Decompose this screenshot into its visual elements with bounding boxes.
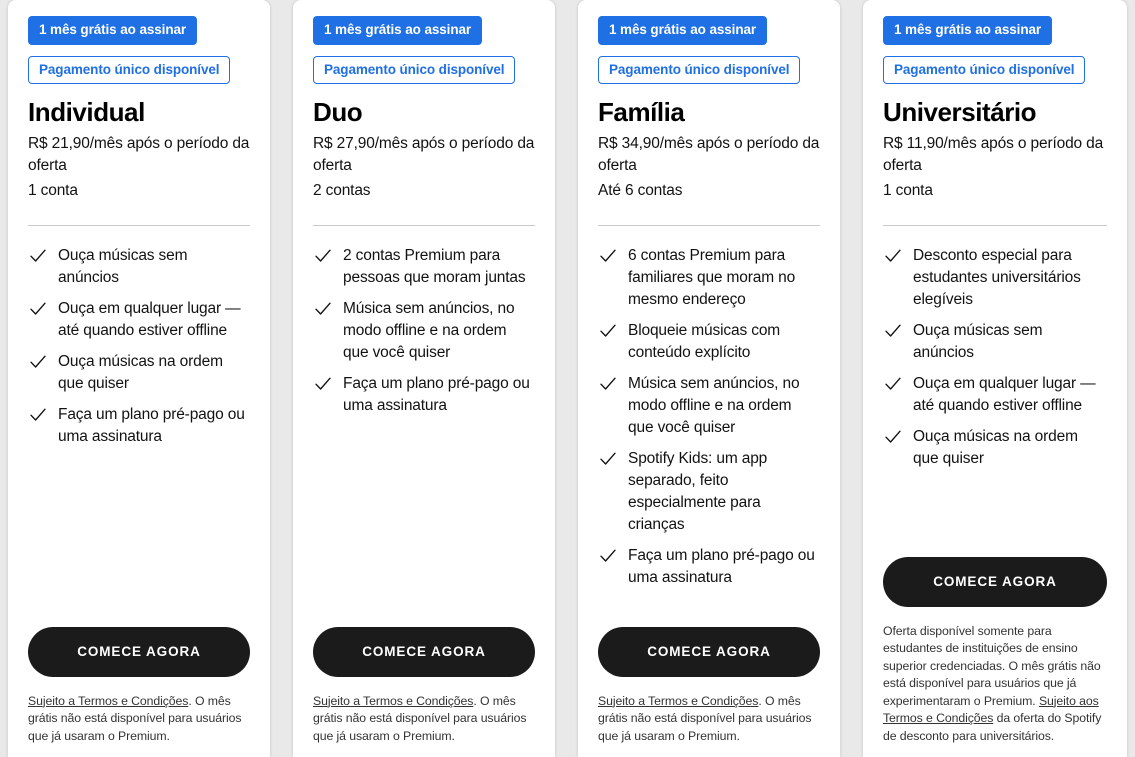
feature-label: Ouça em qualquer lugar — até quando estiver offline <box>913 375 1096 415</box>
plan-card-universitario[interactable] <box>863 0 1127 757</box>
divider <box>28 225 250 226</box>
plan-price: R$ 11,90/mês após o período da oferta <box>883 135 1104 175</box>
legal-rest: . O mês grátis não está disponível para usuários que já usaram o Premium. <box>313 693 527 743</box>
check-icon <box>313 246 333 268</box>
legal-text <box>598 693 820 757</box>
plan-price: R$ 27,90/mês após o período da oferta <box>313 135 535 175</box>
divider <box>313 225 535 226</box>
plan-title: Família <box>598 97 685 127</box>
start-now-button[interactable]: COMECE AGORA <box>313 627 535 677</box>
terms-link[interactable]: Sujeito a Termos e Condições <box>598 693 759 708</box>
feature-label: Faça um plano pré-pago ou uma assinatura <box>58 406 245 446</box>
legal-text <box>28 693 250 757</box>
check-icon <box>598 449 618 471</box>
legal-rest: . O mês grátis não está disponível para usuários que já usaram o Premium. <box>28 693 242 743</box>
badge-free-month: 1 mês grátis ao assinar <box>598 16 767 45</box>
feature-item <box>598 545 820 589</box>
feature-item <box>598 320 820 364</box>
feature-label: Ouça em qualquer lugar — até quando estiver offline <box>58 300 241 340</box>
feature-item <box>313 373 535 417</box>
feature-item <box>28 298 250 342</box>
plan-accounts: 1 conta <box>28 182 78 200</box>
badge-single-payment: Pagamento único disponível <box>598 56 800 85</box>
feature-label: Ouça músicas sem anúncios <box>58 247 188 287</box>
plan-feature-list <box>598 245 820 598</box>
legal-text <box>883 623 1107 757</box>
feature-label: Desconto especial para estudantes universitários elegíveis <box>913 247 1081 309</box>
check-icon <box>883 374 903 396</box>
plan-price: R$ 21,90/mês após o período da oferta <box>28 135 250 175</box>
plan-accounts: 1 conta <box>883 182 933 200</box>
plan-card-familia[interactable] <box>578 0 840 757</box>
legal-pre: Oferta disponível somente para estudantes de instituições de ensino superior credenciadas. O mês grátis não está disponível para usuários que já experimentaram o Premium. <box>883 623 1101 708</box>
check-icon <box>598 546 618 568</box>
check-icon <box>313 299 333 321</box>
plan-title: Duo <box>313 97 363 127</box>
start-now-button[interactable]: COMECE AGORA <box>883 557 1107 607</box>
check-icon <box>598 374 618 396</box>
feature-label: Ouça músicas na ordem que quiser <box>913 428 1078 468</box>
feature-label: Música sem anúncios, no modo offline e na ordem que você quiser <box>628 375 800 437</box>
start-now-button[interactable]: COMECE AGORA <box>28 627 250 677</box>
badge-free-month: 1 mês grátis ao assinar <box>313 16 482 45</box>
plan-accounts: Até 6 contas <box>598 182 683 200</box>
feature-item <box>313 245 535 289</box>
badge-single-payment: Pagamento único disponível <box>313 56 515 85</box>
check-icon <box>598 246 618 268</box>
plan-card-duo[interactable] <box>293 0 555 757</box>
terms-link[interactable]: Sujeito aos Termos e Condições <box>883 693 1099 726</box>
divider <box>883 225 1107 226</box>
feature-item <box>598 373 820 439</box>
check-icon <box>28 299 48 321</box>
check-icon <box>28 246 48 268</box>
feature-item <box>883 373 1107 417</box>
badge-single-payment: Pagamento único disponível <box>28 56 230 85</box>
badge-single-payment: Pagamento único disponível <box>883 56 1085 85</box>
feature-item <box>598 448 820 536</box>
plan-title: Individual <box>28 97 145 127</box>
legal-rest: da oferta do Spotify de desconto para universitários. <box>883 711 1102 743</box>
check-icon <box>28 352 48 374</box>
feature-item <box>28 351 250 395</box>
feature-label: Música sem anúncios, no modo offline e na ordem que você quiser <box>343 300 515 362</box>
plan-feature-list <box>883 245 1107 479</box>
check-icon <box>28 405 48 427</box>
feature-label: Ouça músicas sem anúncios <box>913 322 1043 362</box>
legal-text <box>313 693 535 757</box>
feature-label: Faça um plano pré-pago ou uma assinatura <box>343 375 530 415</box>
feature-item <box>883 426 1107 470</box>
feature-label: Bloqueie músicas com conteúdo explícito <box>628 322 781 362</box>
plan-feature-list <box>313 245 535 426</box>
feature-item <box>598 245 820 311</box>
check-icon <box>598 321 618 343</box>
check-icon <box>313 374 333 396</box>
legal-rest: . O mês grátis não está disponível para usuários que já usaram o Premium. <box>598 693 812 743</box>
check-icon <box>883 246 903 268</box>
plan-feature-list <box>28 245 250 457</box>
badge-free-month: 1 mês grátis ao assinar <box>28 16 197 45</box>
feature-label: Spotify Kids: um app separado, feito especialmente para crianças <box>628 450 768 534</box>
badge-free-month: 1 mês grátis ao assinar <box>883 16 1052 45</box>
feature-label: Faça um plano pré-pago ou uma assinatura <box>628 547 815 587</box>
terms-link[interactable]: Sujeito a Termos e Condições <box>313 693 474 708</box>
check-icon <box>883 321 903 343</box>
plan-title: Universitário <box>883 97 1037 127</box>
terms-link[interactable]: Sujeito a Termos e Condições <box>28 693 189 708</box>
feature-item <box>313 298 535 364</box>
feature-label: 2 contas Premium para pessoas que moram juntas <box>343 247 526 287</box>
feature-label: 6 contas Premium para familiares que moram no mesmo endereço <box>628 247 796 309</box>
plan-price: R$ 34,90/mês após o período da oferta <box>598 135 820 175</box>
feature-item <box>28 404 250 448</box>
plan-accounts: 2 contas <box>313 182 371 200</box>
feature-item <box>28 245 250 289</box>
feature-label: Ouça músicas na ordem que quiser <box>58 353 223 393</box>
check-icon <box>883 427 903 449</box>
start-now-button[interactable]: COMECE AGORA <box>598 627 820 677</box>
plan-card-individual[interactable] <box>8 0 270 757</box>
feature-item <box>883 320 1107 364</box>
feature-item <box>883 245 1107 311</box>
divider <box>598 225 820 226</box>
